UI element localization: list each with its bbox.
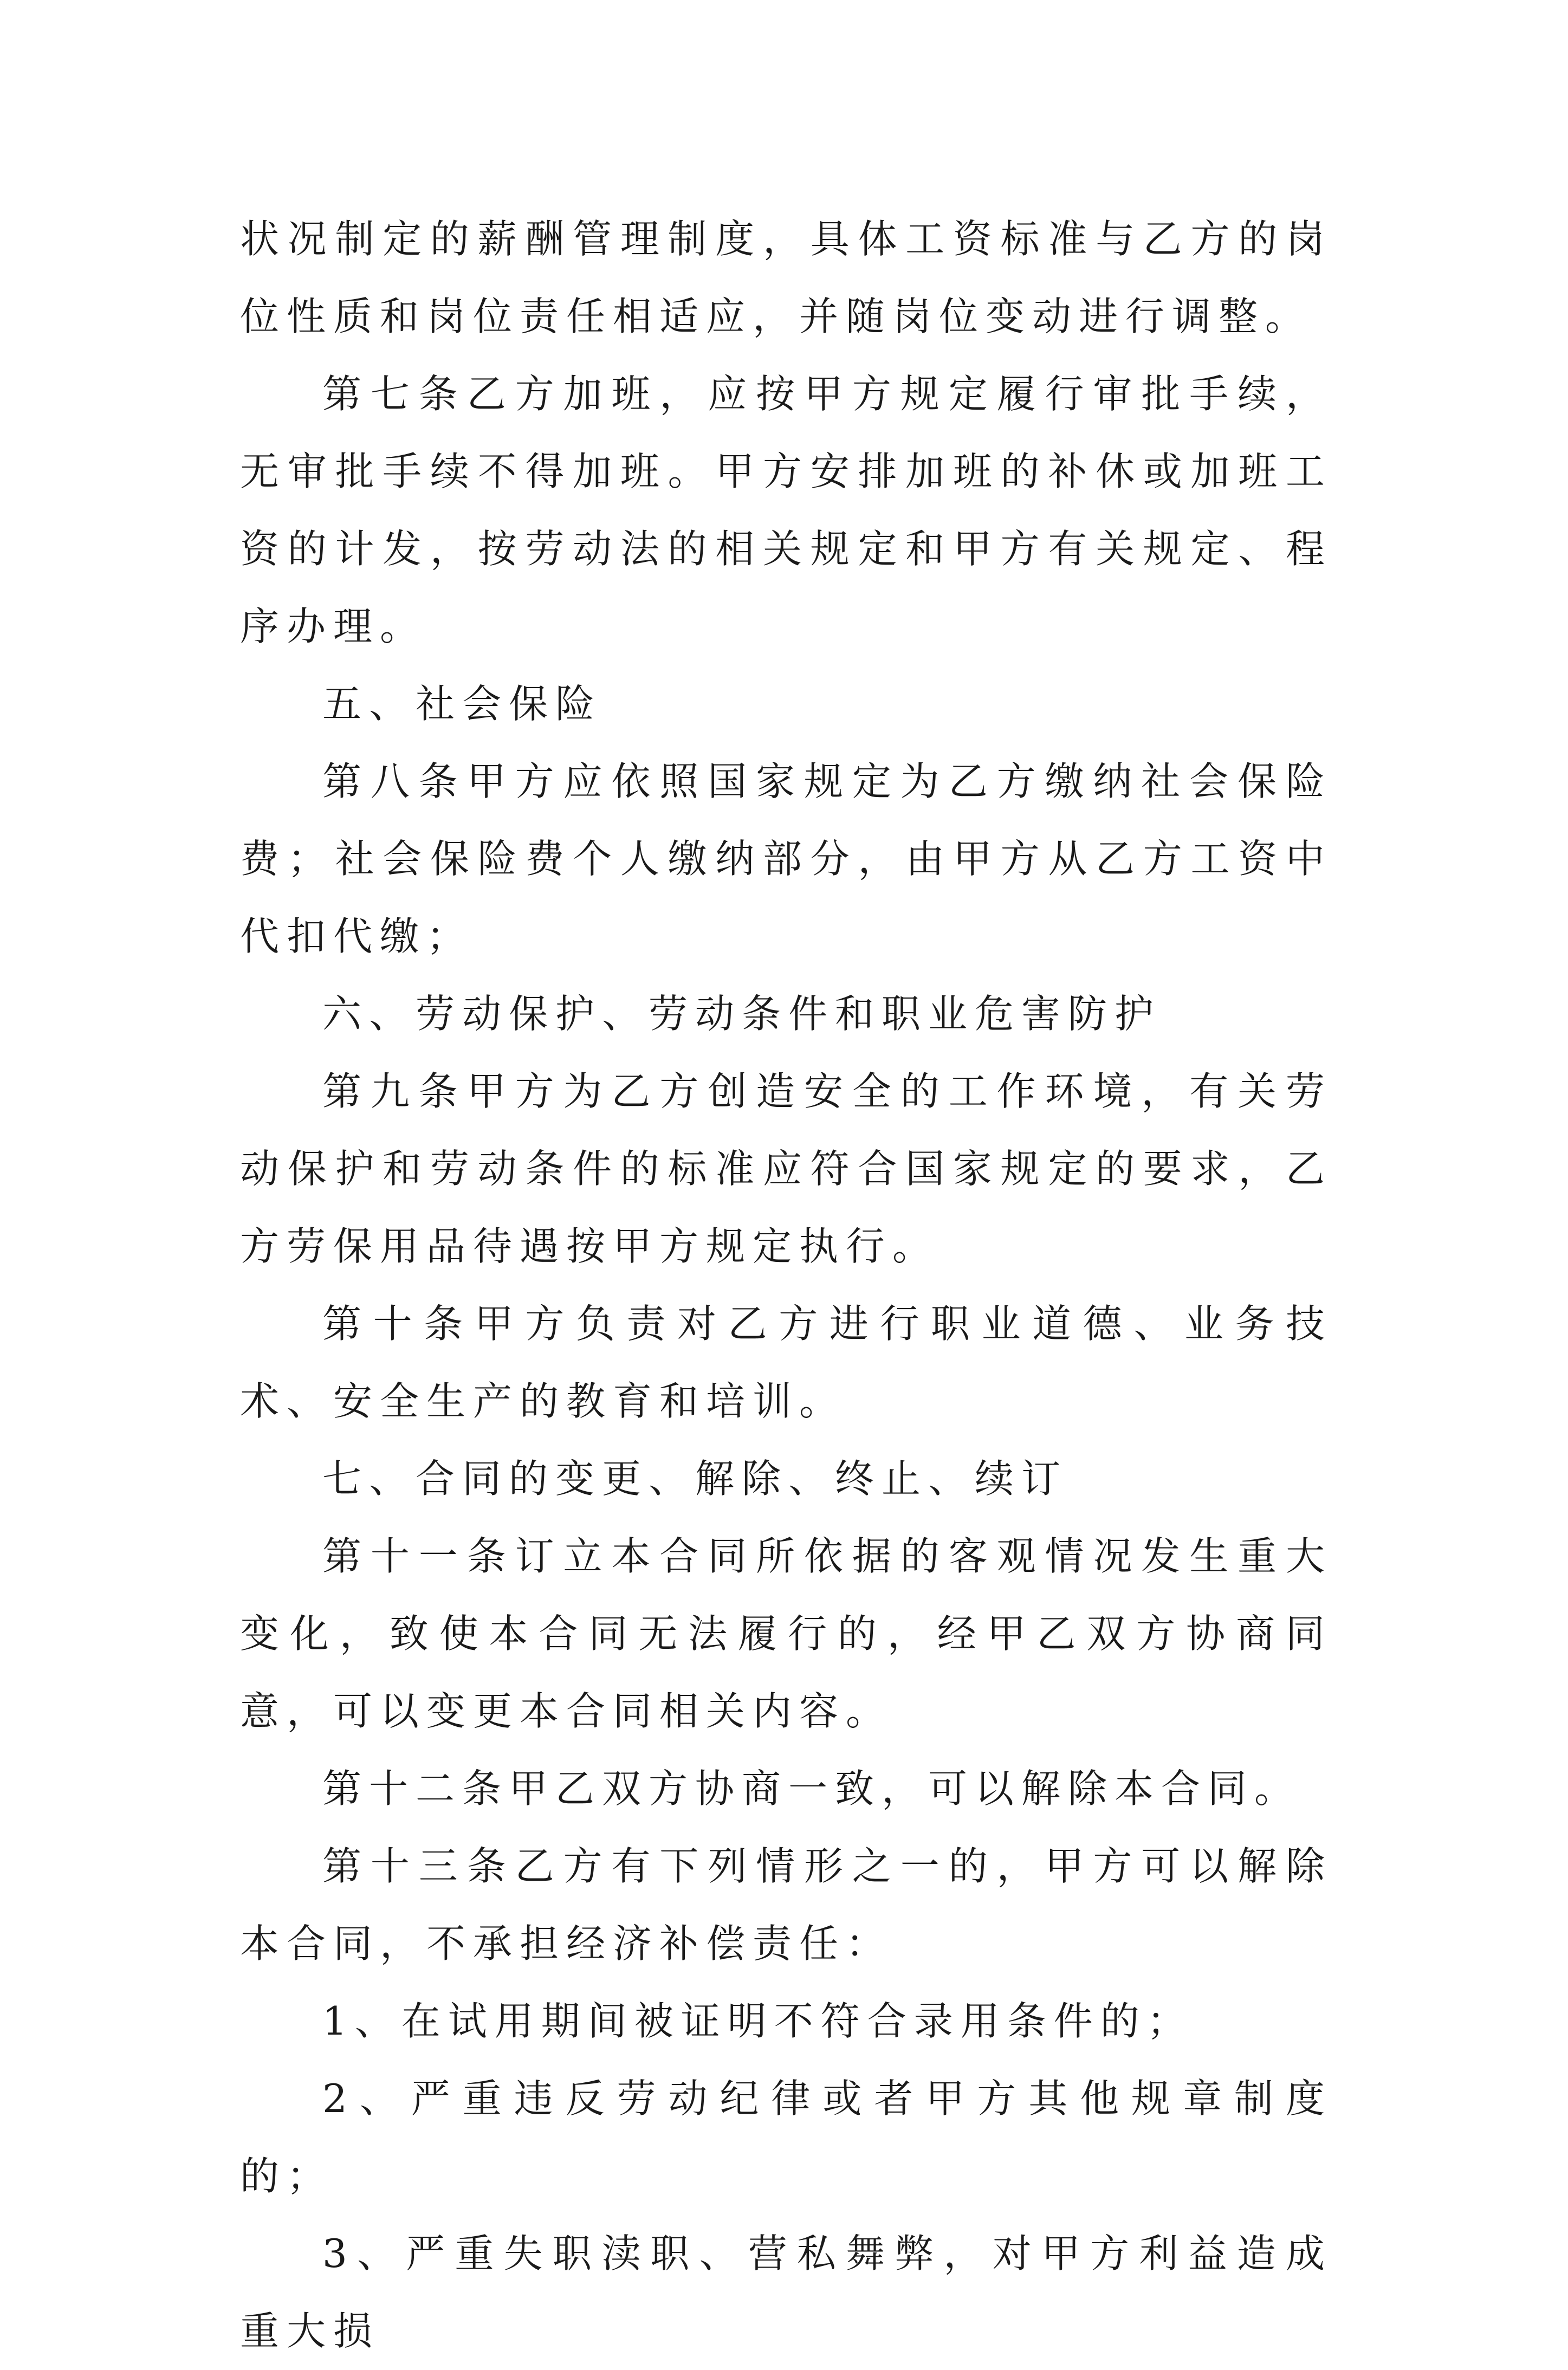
paragraph-article-9: 第九条甲方为乙方创造安全的工作环境，有关劳动保护和劳动条件的标准应符合国家规定的要求，乙方劳保用品待遇按甲方规定执行。 [240, 1069, 1332, 1269]
section-heading-contract-changes: 七、合同的变更、解除、终止、续订 [322, 1456, 1068, 1501]
list-item-1: 1、在试用期间被证明不符合录用条件的； [322, 1998, 1194, 2044]
section-heading-social-insurance: 五、社会保险 [322, 681, 602, 727]
section-heading-labor-protection: 六、劳动保护、劳动条件和职业危害防护 [322, 991, 1162, 1037]
document-body [240, 200, 1332, 2370]
paragraph-article-12: 第十二条甲乙双方协商一致，可以解除本合同。 [322, 1766, 1301, 1811]
paragraph-article-11: 第十一条订立本合同所依据的客观情况发生重大变化，致使本合同无法履行的，经甲乙双方协商同意，可以变更本合同相关内容。 [240, 1533, 1332, 1734]
paragraph-article-7: 第七条乙方加班，应按甲方规定履行审批手续，无审批手续不得加班。甲方安排加班的补休或加班工资的计发，按劳动法的相关规定和甲方有关规定、程序办理。 [240, 371, 1332, 649]
list-item-2: 2、严重违反劳动纪律或者甲方其他规章制度的； [240, 2076, 1332, 2199]
paragraph-article-8: 第八条甲方应依照国家规定为乙方缴纳社会保险费；社会保险费个人缴纳部分，由甲方从乙方工资中代扣代缴； [240, 759, 1332, 959]
paragraph-salary-standard: 状况制定的薪酬管理制度，具体工资标准与乙方的岗位性质和岗位责任相适应，并随岗位变动进行调整。 [240, 216, 1332, 339]
paragraph-article-10: 第十条甲方负责对乙方进行职业道德、业务技术、安全生产的教育和培训。 [240, 1301, 1332, 1424]
paragraph-article-13: 第十三条乙方有下列情形之一的，甲方可以解除本合同，不承担经济补偿责任： [240, 1843, 1332, 1966]
list-item-3: 3、严重失职渎职、营私舞弊，对甲方利益造成重大损 [240, 2231, 1332, 2354]
